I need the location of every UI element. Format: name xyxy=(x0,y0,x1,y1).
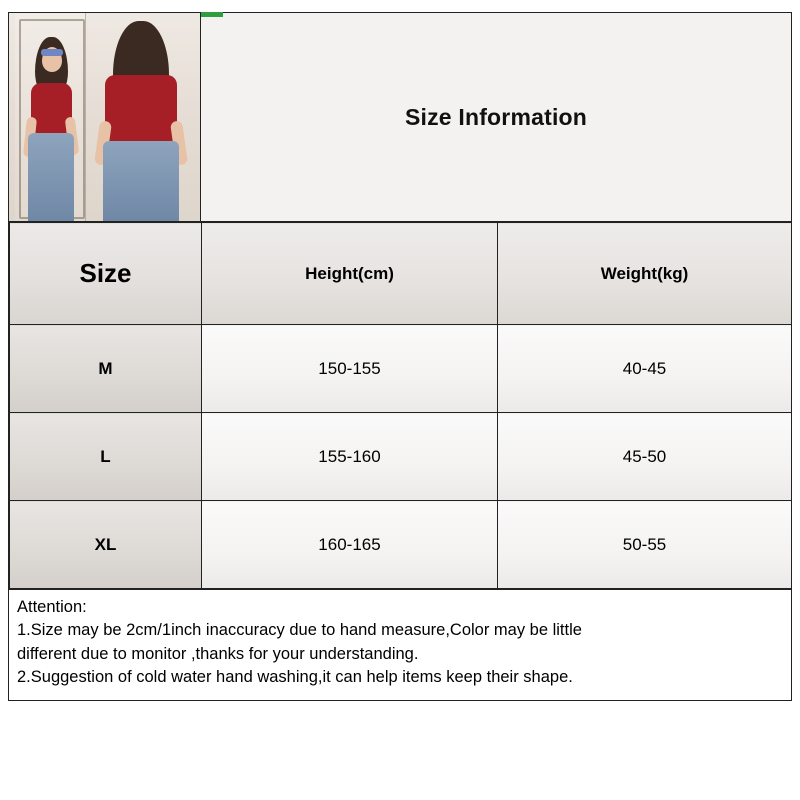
cell-height: 150-155 xyxy=(202,325,498,413)
size-table xyxy=(9,222,792,589)
attention-line-3: 2.Suggestion of cold water hand washing,it can help items keep their shape. xyxy=(17,668,573,687)
model-mirror-reflection xyxy=(23,21,79,221)
attention-line-2: different due to monitor ,thanks for your understanding. xyxy=(17,644,419,663)
sunglasses-icon xyxy=(41,49,63,56)
table-row xyxy=(10,413,792,501)
cell-size: XL xyxy=(10,501,202,589)
table-header-row xyxy=(10,223,792,325)
cell-size: M xyxy=(10,325,202,413)
column-header-height: Height(cm) xyxy=(202,223,498,325)
cell-height: 160-165 xyxy=(202,501,498,589)
table-row xyxy=(10,501,792,589)
product-photo xyxy=(9,13,201,221)
attention-block xyxy=(9,589,791,700)
column-header-weight: Weight(kg) xyxy=(498,223,792,325)
cell-height: 155-160 xyxy=(202,413,498,501)
title-cell xyxy=(201,13,791,221)
cell-weight: 50-55 xyxy=(498,501,792,589)
green-accent-marker xyxy=(201,12,223,17)
cell-weight: 45-50 xyxy=(498,413,792,501)
cell-weight: 40-45 xyxy=(498,325,792,413)
page-title: Size Information xyxy=(404,103,588,130)
size-chart-sheet xyxy=(8,12,792,701)
header-band xyxy=(9,13,791,222)
attention-heading: Attention: xyxy=(17,598,87,616)
cell-size: L xyxy=(10,413,202,501)
red-top-back xyxy=(105,75,177,147)
attention-line-1: 1.Size may be 2cm/1inch inaccuracy due to hand measure,Color may be little xyxy=(17,621,582,640)
model-back-view xyxy=(91,13,191,221)
jeans-back xyxy=(103,141,179,221)
jeans-front xyxy=(28,133,74,221)
table-row xyxy=(10,325,792,413)
column-header-size: Size xyxy=(10,223,202,325)
